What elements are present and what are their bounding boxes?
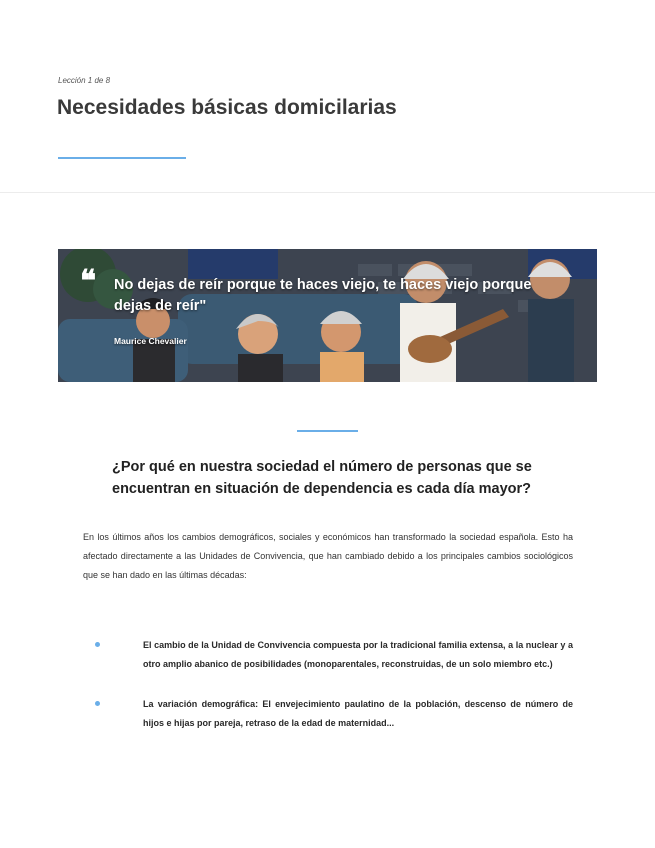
header-divider xyxy=(0,192,655,193)
list-item-text: La variación demográfica: El envejecimiento paulatino de la población, descenso de número de hijos e hijas por pareja, retraso de la edad de maternidad... xyxy=(143,699,573,728)
bullet-dot-icon xyxy=(95,642,100,647)
bullet-dot-icon xyxy=(95,701,100,706)
list-item-text: El cambio de la Unidad de Convivencia compuesta por la tradicional familia extensa, a la nuclear y a otro amplio abanico de posibilidades (monoparentales, reconstruidas, de un solo miembro etc.) xyxy=(143,640,573,669)
intro-paragraph: En los últimos años los cambios demográficos, sociales y económicos han transformado la sociedad española. Esto ha afectado directamente a las Unidades de Convivencia, que han cambiado debido a los principales cambios sociológicos que se han dado en las últimas décadas: xyxy=(83,532,573,580)
lesson-counter: Lección 1 de 8 xyxy=(58,76,111,85)
quote-banner xyxy=(58,249,597,382)
list-item xyxy=(83,636,573,674)
title-underline xyxy=(58,157,186,159)
quote-mark-icon: ❝ xyxy=(80,264,97,299)
section-divider xyxy=(297,430,358,432)
page-title: Necesidades básicas domicilarias xyxy=(57,96,397,119)
list-item xyxy=(83,695,573,733)
quote-text: No dejas de reír porque te haces viejo, te haces viejo porque dejas de reír" xyxy=(114,277,532,314)
bullet-list xyxy=(83,636,573,754)
quote-author: Maurice Chevalier xyxy=(114,336,187,346)
section-heading: ¿Por qué en nuestra sociedad el número de personas que se encuentran en situación de dependencia es cada día mayor? xyxy=(112,459,532,497)
